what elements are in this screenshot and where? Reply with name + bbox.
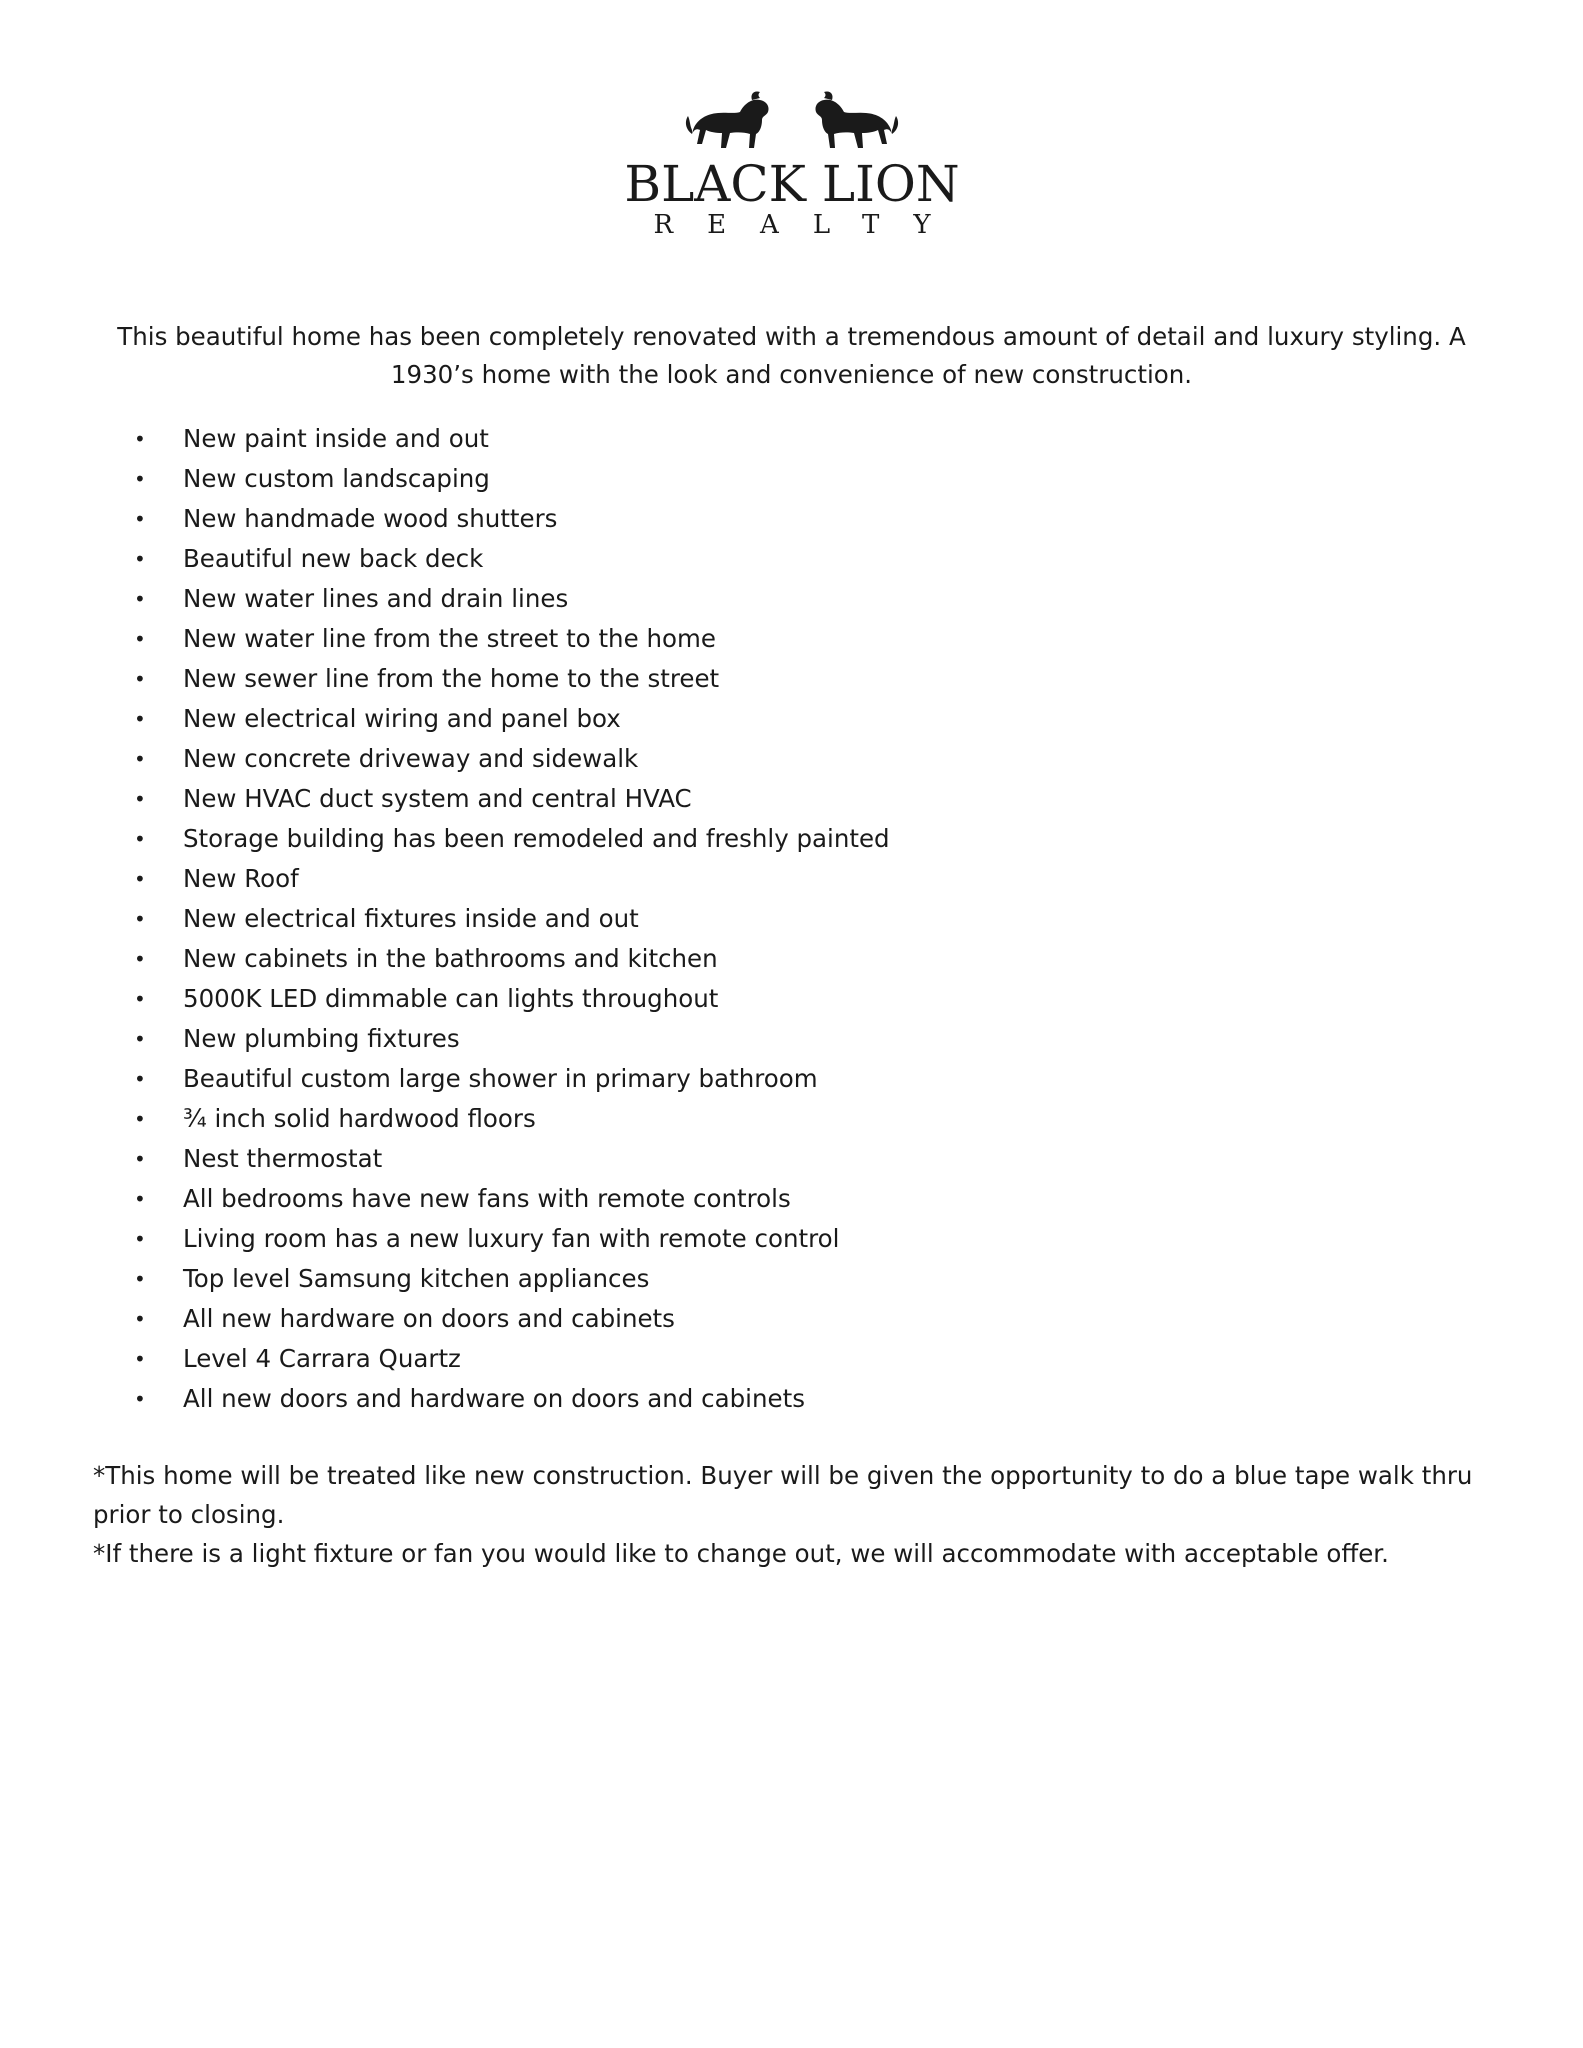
list-item: [0, 659, 890, 699]
logo-subtitle: REALTY: [653, 210, 965, 240]
bullet-icon: •: [134, 1307, 146, 1331]
list-item: [0, 1019, 890, 1059]
bullet-icon: •: [134, 1347, 146, 1371]
bullet-icon: •: [134, 467, 146, 491]
list-item: [0, 1139, 890, 1179]
bullet-icon: •: [134, 1067, 146, 1091]
list-item-text: Nest thermostat: [183, 1144, 383, 1173]
bullet-icon: •: [134, 547, 146, 571]
list-item: [0, 539, 890, 579]
bullet-icon: •: [134, 1267, 146, 1291]
list-item-text: New plumbing fixtures: [183, 1024, 460, 1053]
list-item-text: New handmade wood shutters: [183, 504, 558, 533]
list-item: [0, 939, 890, 979]
list-item-text: New water line from the street to the home: [183, 624, 716, 653]
list-item: [0, 619, 890, 659]
bullet-icon: •: [134, 787, 146, 811]
list-item-text: All new hardware on doors and cabinets: [183, 1304, 675, 1333]
list-item-text: Living room has a new luxury fan with remote control: [183, 1224, 840, 1253]
note-fixture-change: *If there is a light fixture or fan you would like to change out, we will accommodate with acceptable offer.: [93, 1539, 1389, 1568]
list-item: [0, 1219, 890, 1259]
bullet-icon: •: [134, 1227, 146, 1251]
list-item-text: New water lines and drain lines: [183, 584, 569, 613]
bullet-icon: •: [134, 587, 146, 611]
note-new-construction: *This home will be treated like new construction. Buyer will be given the opportunity to do a blue tape walk thru prior to closing.: [93, 1461, 1473, 1529]
bullet-icon: •: [134, 707, 146, 731]
list-item: [0, 899, 890, 939]
bullet-icon: •: [134, 667, 146, 691]
bullet-icon: •: [134, 507, 146, 531]
list-item-text: All new doors and hardware on doors and cabinets: [183, 1384, 805, 1413]
two-lions-icon: [682, 86, 902, 156]
list-item: [0, 739, 890, 779]
list-item-text: Level 4 Carrara Quartz: [183, 1344, 461, 1373]
bullet-icon: •: [134, 947, 146, 971]
list-item: [0, 699, 890, 739]
bullet-icon: •: [134, 627, 146, 651]
notes-section: [93, 1456, 1493, 1573]
bullet-icon: •: [134, 1027, 146, 1051]
list-item: [0, 1099, 890, 1139]
list-item: [0, 419, 890, 459]
bullet-icon: •: [134, 907, 146, 931]
list-item-text: New electrical wiring and panel box: [183, 704, 621, 733]
list-item: [0, 499, 890, 539]
list-item: [0, 1259, 890, 1299]
list-item: [0, 979, 890, 1019]
list-item: [0, 1379, 890, 1419]
list-item-text: New cabinets in the bathrooms and kitchen: [183, 944, 718, 973]
bullet-icon: •: [134, 747, 146, 771]
company-logo: [612, 86, 972, 266]
list-item: [0, 1299, 890, 1339]
list-item-text: Beautiful new back deck: [183, 544, 484, 573]
list-item-text: New HVAC duct system and central HVAC: [183, 784, 692, 813]
bullet-icon: •: [134, 867, 146, 891]
list-item-text: New concrete driveway and sidewalk: [183, 744, 639, 773]
list-item-text: All bedrooms have new fans with remote controls: [183, 1184, 791, 1213]
bullet-icon: •: [134, 987, 146, 1011]
list-item: [0, 1059, 890, 1099]
list-item-text: 5000K LED dimmable can lights throughout: [183, 984, 719, 1013]
list-item: [0, 579, 890, 619]
list-item-text: New custom landscaping: [183, 464, 490, 493]
list-item: [0, 819, 890, 859]
bullet-icon: •: [134, 427, 146, 451]
list-item-text: New paint inside and out: [183, 424, 489, 453]
bullet-icon: •: [134, 1147, 146, 1171]
list-item: [0, 859, 890, 899]
logo-title: BLACK LION: [624, 155, 960, 213]
bullet-icon: •: [134, 1187, 146, 1211]
list-item-text: Storage building has been remodeled and freshly painted: [183, 824, 890, 853]
list-item-text: New electrical fixtures inside and out: [183, 904, 639, 933]
list-item-text: Beautiful custom large shower in primary bathroom: [183, 1064, 818, 1093]
list-item: [0, 459, 890, 499]
list-item-text: New Roof: [183, 864, 299, 893]
list-item: [0, 1339, 890, 1379]
list-item-text: Top level Samsung kitchen appliances: [183, 1264, 650, 1293]
feature-list: [0, 419, 890, 1419]
list-item: [0, 1179, 890, 1219]
bullet-icon: •: [134, 1387, 146, 1411]
list-item-text: ¾ inch solid hardwood floors: [183, 1104, 536, 1133]
bullet-icon: •: [134, 827, 146, 851]
intro-paragraph: This beautiful home has been completely renovated with a tremendous amount of detail and luxury styling. A 1930’s home with the look and convenience of new construction.: [117, 322, 1466, 389]
list-item: [0, 779, 890, 819]
list-item-text: New sewer line from the home to the street: [183, 664, 720, 693]
bullet-icon: •: [134, 1107, 146, 1131]
